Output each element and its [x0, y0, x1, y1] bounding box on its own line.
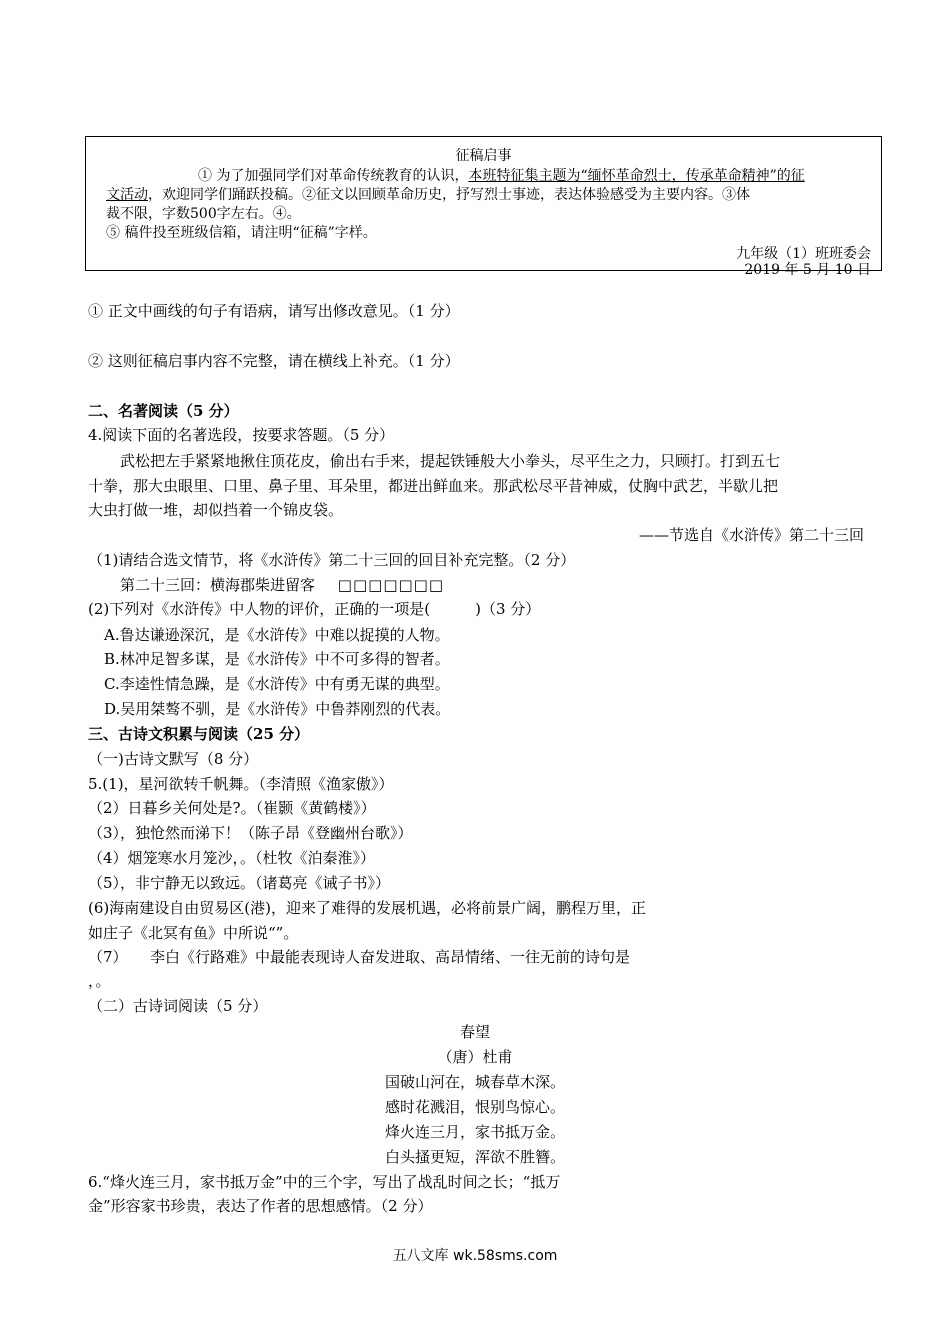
option-a: A.鲁达谦逊深沉，是《水浒传》中难以捉摸的人物。: [104, 626, 450, 644]
notice-question-2: ② 这则征稿启事内容不完整，请在横线上补充。（1 分）: [88, 352, 460, 370]
recite-item-6-cont: 如庄子《北冥有鱼》中所说“”。: [88, 924, 299, 942]
notice-line-4: ⑤ 稿件投至班级信箱，请注明“征稿”字样。: [106, 225, 377, 241]
answer-boxes: □□□□□□□: [337, 576, 445, 594]
notice-box: [85, 136, 882, 278]
notice-question-1: ① 正文中画线的句子有语病，请写出修改意见。（1 分）: [88, 302, 460, 320]
notice-title: 征稿启事: [455, 148, 512, 164]
notice-sign-date: 2019 年 5 月 10 日: [744, 262, 871, 278]
notice-underlined-sentence-b: 文活动: [106, 187, 148, 203]
question-4: 4.阅读下面的名著选段，按要求答题。（5 分）: [88, 426, 395, 444]
question-6-line-2: 金”形容家书珍贵，表达了作者的思想感情。（2 分）: [88, 1197, 433, 1215]
poem-line-4: 白头搔更短，浑欲不胜簪。: [384, 1148, 565, 1166]
option-b: B.林冲足智多谋，是《水浒传》中不可多得的智者。: [104, 650, 450, 668]
option-d: D.吴用桀骜不驯，是《水浒传》中鲁莽刚烈的代表。: [104, 700, 451, 718]
notice-sign-org: 九年级（1）班班委会: [736, 246, 871, 262]
recite-item-1: 5.(1)，星河欲转千帆舞。（李清照《渔家傲》）: [88, 775, 394, 793]
notice-line-1-a: ① 为了加强同学们对革命传统教育的认识，: [198, 168, 469, 184]
poem-title: 春望: [459, 1023, 490, 1041]
subsection-b-heading: （二）古诗词阅读（5 分）: [88, 997, 268, 1015]
subsection-a-heading: （一)古诗文默写（8 分）: [88, 750, 259, 768]
recite-item-3: （3），独怆然而涕下！（陈子昂《登幽州台歌》）: [88, 824, 413, 842]
notice-line-2-b: ，欢迎同学们踊跃投稿。②征文以回顾革命历史，抒写烈士事迹，表达体验感受为主要内容。③体: [148, 187, 750, 203]
notice-line-3: 裁不限，字数500字左右。④。: [106, 206, 301, 222]
section-3-heading: 三、古诗文积累与阅读（25 分）: [88, 725, 310, 743]
footer-watermark: 五八文库 wk.58sms.com: [392, 1248, 558, 1264]
question-4-2: (2)下列对《水浒传》中人物的评价，正确的一项是( )（3 分）: [88, 600, 541, 618]
poem-author: （唐）杜甫: [437, 1048, 513, 1066]
notice-line-2: [106, 186, 750, 205]
recite-item-7: （7） 李白《行路难》中最能表现诗人奋发进取、高昂情绪、一往无前的诗句是: [88, 948, 631, 966]
passage-line-2: 十拳，那大虫眼里、口里、鼻子里、耳朵里，都迸出鲜血来。那武松尽平昔神威，仗胸中武艺，半歇儿把: [88, 477, 779, 495]
notice-signature: [736, 246, 871, 278]
recite-item-6: (6)海南建设自由贸易区(港)，迎来了难得的发展机遇，必将前景广阔，鹏程万里，正: [88, 899, 646, 917]
poem-line-3: 烽火连三月，家书抵万金。: [384, 1123, 565, 1141]
passage-source: ——节选自《水浒传》第二十三回: [638, 526, 864, 544]
option-c: C.李逵性情急躁，是《水浒传》中有勇无谋的典型。: [104, 675, 450, 693]
passage-line-3: 大虫打做一堆，却似挡着一个锦皮袋。: [88, 501, 344, 519]
recite-item-4: （4）烟笼寒水月笼沙，。（杜牧《泊秦淮》）: [88, 849, 376, 867]
question-4-1-answer: [120, 574, 444, 596]
question-4-1: （1)请结合选文情节，将《水浒传》第二十三回的回目补充完整。（2 分）: [88, 551, 576, 569]
poem-line-2: 感时花溅泪，恨别鸟惊心。: [384, 1098, 565, 1116]
recite-item-7-cont: ，。: [88, 972, 111, 990]
notice-underlined-sentence-a: 本班特征集主题为“缅怀革命烈士，传承革命精神”的征: [468, 168, 805, 184]
question-6-line-1: 6.“烽火连三月，家书抵万金”中的三个字，写出了战乱时间之长；“抵万: [88, 1173, 561, 1191]
recite-item-2: （2）日暮乡关何处是?。（崔颢《黄鹤楼》）: [88, 799, 376, 817]
notice-line-1: [198, 167, 805, 186]
poem-line-1: 国破山河在，城春草木深。: [384, 1073, 565, 1091]
chapter-title-prefix: 第二十三回：横海郡柴进留客: [120, 576, 316, 594]
recite-item-5: （5），非宁静无以致远。（诸葛亮《诫子书》）: [88, 874, 391, 892]
passage-line-1: 武松把左手紧紧地揪住顶花皮，偷出右手来，提起铁锤般大小拳头，尽平生之力，只顾打。打到五七: [120, 452, 781, 470]
section-2-heading: 二、名著阅读（5 分）: [88, 402, 239, 420]
